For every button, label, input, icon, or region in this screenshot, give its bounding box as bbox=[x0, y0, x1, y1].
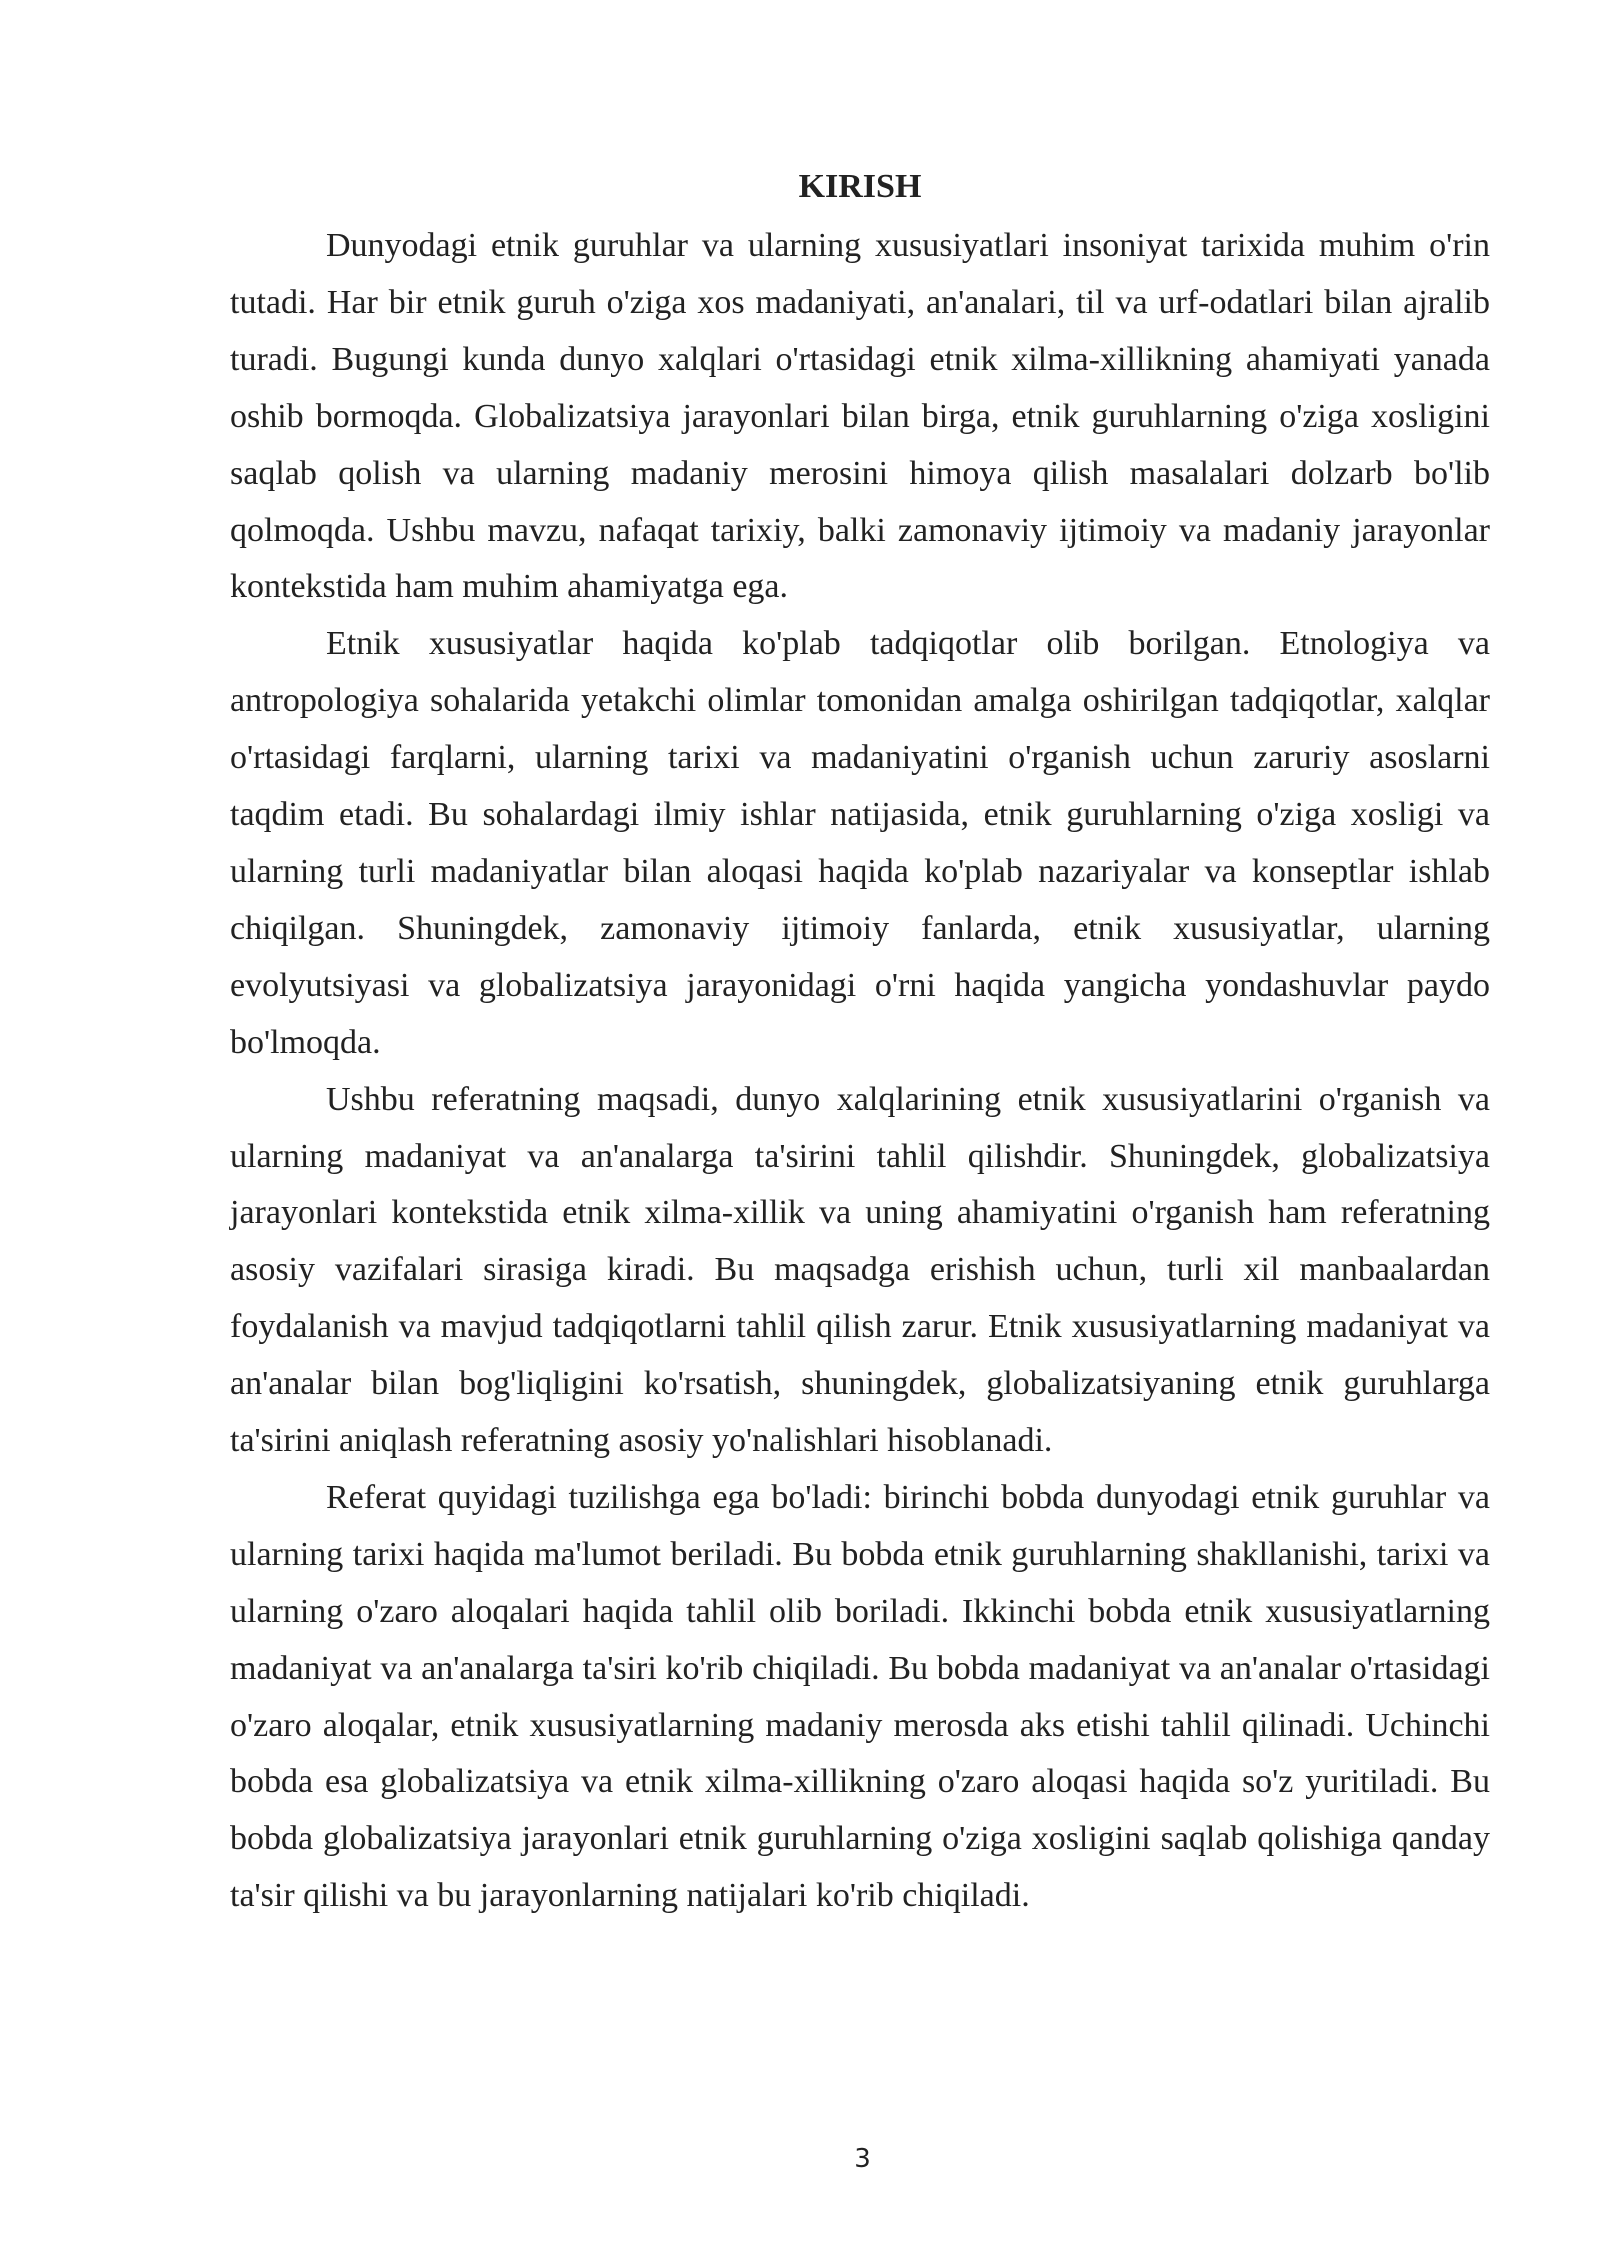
section-title: KIRISH bbox=[798, 168, 922, 205]
paragraph-2: Etnik xususiyatlar haqida ko'plab tadqiqotlar olib borilgan. Etnologiya va antropologiya sohalarida yetakchi olimlar tomonidan amalga oshirilgan tadqiqotlar, xalqlar o'rtasidagi farqlarni, ularning tarixi va madaniyatini o'rganish uchun zaruriy asoslarni taqdim etadi. Bu sohalardagi ilmiy ishlar natijasida, etnik guruhlarning o'ziga xosligi va ularning turli madaniyatlar bilan aloqasi haqida ko'plab nazariyalar va konseptlar ishlab chiqilgan. Shuningdek, zamonaviy ijtimoiy fanlarda, etnik xususiyatlar, ularning evolyutsiyasi va globalizatsiya jarayonidagi o'rni haqida yangicha yondashuvlar paydo bo'lmoqda. bbox=[230, 625, 1490, 1061]
paragraph-1: Dunyodagi etnik guruhlar va ularning xususiyatlari insoniyat tarixida muhim o'rin tutadi. Har bir etnik guruh o'ziga xos madaniyati, an'analari, til va urf-odatlari bilan ajralib turadi. Bugungi kunda dunyo xalqlari o'rtasidagi etnik xilma-xillikning ahamiyati yanada oshib bormoqda. Globalizatsiya jarayonlari bilan birga, etnik guruhlarning o'ziga xosligini saqlab qolish va ularning madaniy merosini himoya qilish masalalari dolzarb bo'lib qolmoqda. Ushbu mavzu, nafaqat tarixiy, balki zamonaviy ijtimoiy va madaniy jarayonlar kontekstida ham muhim ahamiyatga ega. bbox=[230, 227, 1490, 606]
page-content bbox=[230, 164, 1490, 1925]
paragraph-4: Referat quyidagi tuzilishga ega bo'ladi: birinchi bobda dunyodagi etnik guruhlar va ularning tarixi haqida ma'lumot beriladi. Bu bobda etnik guruhlarning shakllanishi, tarixi va ularning o'zaro aloqalari haqida tahlil olib boriladi. Ikkinchi bobda etnik xususiyatlarning madaniyat va an'analarga ta'siri ko'rib chiqiladi. Bu bobda madaniyat va an'analar o'rtasidagi o'zaro aloqalar, etnik xususiyatlarning madaniy merosda aks etishi tahlil qilinadi. Uchinchi bobda esa globalizatsiya va etnik xilma-xillikning o'zaro aloqasi haqida so'z yuritiladi. Bu bobda globalizatsiya jarayonlari etnik guruhlarning o'ziga xosligini saqlab qolishiga qanday ta'sir qilishi va bu jarayonlarning natijalari ko'rib chiqiladi. bbox=[230, 1478, 1490, 1915]
paragraph-3: Ushbu referatning maqsadi, dunyo xalqlarining etnik xususiyatlarini o'rganish va ularning madaniyat va an'analarga ta'sirini tahlil qilishdir. Shuningdek, globalizatsiya jarayonlari kontekstida etnik xilma-xillik va uning ahamiyatini o'rganish ham referatning asosiy vazifalari sirasiga kiradi. Bu maqsadga erishish uchun, turli xil manbaalardan foydalanish va mavjud tadqiqotlarni tahlil qilish zarur. Etnik xususiyatlarning madaniyat va an'analar bilan bog'liqligini ko'rsatish, shuningdek, globalizatsiyaning etnik guruhlarga ta'sirini aniqlash referatning asosiy yo'nalishlari hisoblanadi. bbox=[230, 1080, 1490, 1460]
page-number: 3 bbox=[854, 2144, 871, 2174]
